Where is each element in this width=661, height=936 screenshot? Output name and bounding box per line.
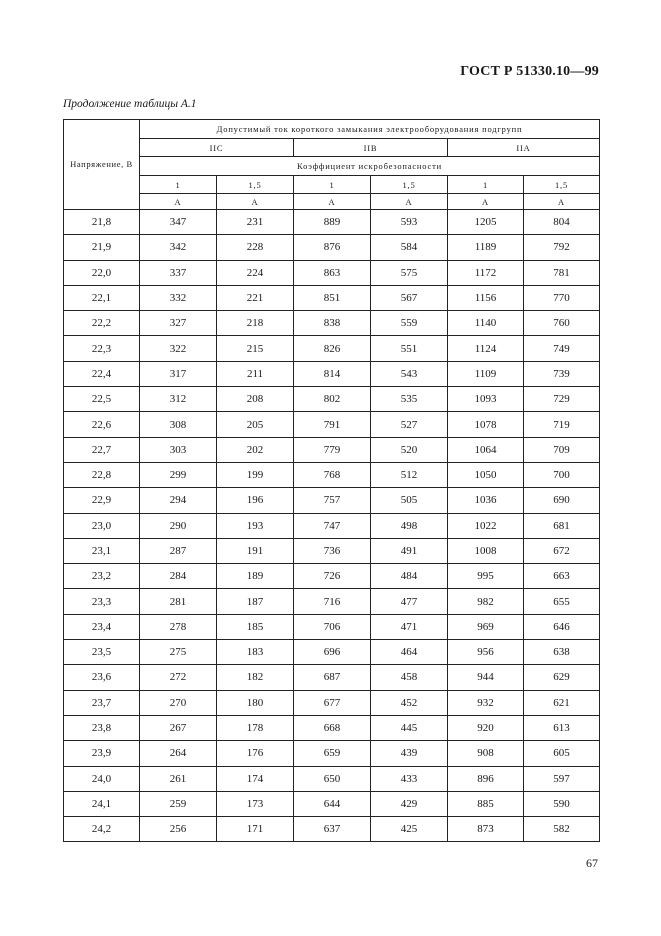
current-cell: 804	[524, 210, 600, 235]
table-row	[64, 589, 600, 614]
voltage-cell: 22,2	[64, 311, 140, 336]
current-cell: 176	[217, 741, 294, 766]
current-cell: 312	[140, 387, 217, 412]
table-row	[64, 336, 600, 361]
current-cell: 659	[294, 741, 371, 766]
current-cell: 802	[294, 387, 371, 412]
table-row	[64, 766, 600, 791]
current-cell: 187	[217, 589, 294, 614]
current-cell: 317	[140, 361, 217, 386]
current-cell: 303	[140, 437, 217, 462]
current-cell: 672	[524, 538, 600, 563]
current-cell: 1078	[448, 412, 524, 437]
current-cell: 259	[140, 791, 217, 816]
current-cell: 739	[524, 361, 600, 386]
current-cell: 629	[524, 665, 600, 690]
voltage-cell: 21,9	[64, 235, 140, 260]
current-cell: 193	[217, 513, 294, 538]
coefficient-cell: 1,5	[371, 176, 448, 194]
table-row	[64, 235, 600, 260]
table-row	[64, 285, 600, 310]
current-cell: 205	[217, 412, 294, 437]
current-cell: 567	[371, 285, 448, 310]
current-cell: 439	[371, 741, 448, 766]
voltage-cell: 24,2	[64, 817, 140, 842]
current-cell: 180	[217, 690, 294, 715]
voltage-cell: 23,0	[64, 513, 140, 538]
current-cell: 211	[217, 361, 294, 386]
current-cell: 491	[371, 538, 448, 563]
current-cell: 920	[448, 715, 524, 740]
current-cell: 294	[140, 488, 217, 513]
table-row	[64, 665, 600, 690]
current-cell: 520	[371, 437, 448, 462]
current-cell: 1189	[448, 235, 524, 260]
current-cell: 559	[371, 311, 448, 336]
unit-cell: А	[294, 194, 371, 210]
table-row	[64, 791, 600, 816]
current-cell: 716	[294, 589, 371, 614]
current-cell: 838	[294, 311, 371, 336]
table-row	[64, 260, 600, 285]
current-cell: 218	[217, 311, 294, 336]
current-cell: 995	[448, 564, 524, 589]
current-cell: 191	[217, 538, 294, 563]
current-cell: 747	[294, 513, 371, 538]
current-cell: 885	[448, 791, 524, 816]
current-cell: 1109	[448, 361, 524, 386]
voltage-cell: 23,5	[64, 640, 140, 665]
current-cell: 696	[294, 640, 371, 665]
current-cell: 171	[217, 817, 294, 842]
current-cell: 781	[524, 260, 600, 285]
current-cell: 215	[217, 336, 294, 361]
voltage-cell: 22,3	[64, 336, 140, 361]
subgroup-header-iib: IIB	[294, 139, 448, 157]
voltage-cell: 23,6	[64, 665, 140, 690]
current-cell: 709	[524, 437, 600, 462]
current-cell: 299	[140, 462, 217, 487]
group-header: Допустимый ток короткого замыкания электрооборудования подгрупп	[140, 120, 600, 139]
table-header	[64, 120, 600, 210]
subgroup-header-iic: IIC	[140, 139, 294, 157]
table-caption: Продолжение таблицы А.1	[63, 98, 197, 110]
current-cell: 199	[217, 462, 294, 487]
coefficient-header: Коэффициент искробезопасности	[140, 157, 600, 176]
current-cell: 655	[524, 589, 600, 614]
current-cell: 464	[371, 640, 448, 665]
voltage-cell: 22,6	[64, 412, 140, 437]
current-cell: 621	[524, 690, 600, 715]
voltage-cell: 22,9	[64, 488, 140, 513]
current-cell: 425	[371, 817, 448, 842]
current-cell: 605	[524, 741, 600, 766]
current-cell: 814	[294, 361, 371, 386]
current-cell: 768	[294, 462, 371, 487]
current-cell: 593	[371, 210, 448, 235]
current-cell: 650	[294, 766, 371, 791]
table-row	[64, 538, 600, 563]
current-cell: 275	[140, 640, 217, 665]
table-row	[64, 741, 600, 766]
voltage-cell: 24,0	[64, 766, 140, 791]
current-cell: 471	[371, 614, 448, 639]
current-cell: 851	[294, 285, 371, 310]
coefficient-cell: 1,5	[524, 176, 600, 194]
current-cell: 749	[524, 336, 600, 361]
current-cell: 208	[217, 387, 294, 412]
current-cell: 779	[294, 437, 371, 462]
table-row	[64, 311, 600, 336]
current-cell: 202	[217, 437, 294, 462]
voltage-cell: 21,8	[64, 210, 140, 235]
table-row	[64, 513, 600, 538]
current-cell: 760	[524, 311, 600, 336]
current-cell: 429	[371, 791, 448, 816]
voltage-cell: 22,1	[64, 285, 140, 310]
table-row	[64, 210, 600, 235]
current-cell: 792	[524, 235, 600, 260]
current-cell: 736	[294, 538, 371, 563]
current-cell: 308	[140, 412, 217, 437]
current-cell: 290	[140, 513, 217, 538]
table-body	[64, 210, 600, 842]
current-cell: 677	[294, 690, 371, 715]
current-cell: 663	[524, 564, 600, 589]
voltage-cell: 22,4	[64, 361, 140, 386]
current-cell: 1064	[448, 437, 524, 462]
current-cell: 719	[524, 412, 600, 437]
coefficient-cell: 1	[448, 176, 524, 194]
current-cell: 433	[371, 766, 448, 791]
current-cell: 174	[217, 766, 294, 791]
current-cell: 284	[140, 564, 217, 589]
current-cell: 1205	[448, 210, 524, 235]
current-cell: 228	[217, 235, 294, 260]
current-cell: 458	[371, 665, 448, 690]
table-row	[64, 387, 600, 412]
current-cell: 956	[448, 640, 524, 665]
current-cell: 287	[140, 538, 217, 563]
current-cell: 270	[140, 690, 217, 715]
current-cell: 637	[294, 817, 371, 842]
current-cell: 1140	[448, 311, 524, 336]
current-cell: 551	[371, 336, 448, 361]
voltage-cell: 22,0	[64, 260, 140, 285]
unit-cell: А	[217, 194, 294, 210]
page-number: 67	[586, 856, 598, 870]
table-row	[64, 715, 600, 740]
table-row	[64, 817, 600, 842]
current-cell: 681	[524, 513, 600, 538]
voltage-cell: 22,8	[64, 462, 140, 487]
current-cell: 932	[448, 690, 524, 715]
current-cell: 512	[371, 462, 448, 487]
unit-cell: А	[371, 194, 448, 210]
current-cell: 944	[448, 665, 524, 690]
current-cell: 597	[524, 766, 600, 791]
table-row	[64, 690, 600, 715]
current-cell: 575	[371, 260, 448, 285]
current-cell: 445	[371, 715, 448, 740]
current-cell: 690	[524, 488, 600, 513]
voltage-cell: 24,1	[64, 791, 140, 816]
current-cell: 183	[217, 640, 294, 665]
current-cell: 908	[448, 741, 524, 766]
current-cell: 826	[294, 336, 371, 361]
current-cell: 770	[524, 285, 600, 310]
table-row	[64, 361, 600, 386]
current-cell: 644	[294, 791, 371, 816]
current-cell: 178	[217, 715, 294, 740]
current-cell: 1008	[448, 538, 524, 563]
current-cell: 281	[140, 589, 217, 614]
current-cell: 706	[294, 614, 371, 639]
current-cell: 1036	[448, 488, 524, 513]
current-cell: 590	[524, 791, 600, 816]
current-cell: 342	[140, 235, 217, 260]
current-cell: 1022	[448, 513, 524, 538]
voltage-cell: 23,4	[64, 614, 140, 639]
current-cell: 791	[294, 412, 371, 437]
current-cell: 477	[371, 589, 448, 614]
current-cell: 231	[217, 210, 294, 235]
current-cell: 527	[371, 412, 448, 437]
voltage-column-header: Напряжение, В	[64, 120, 140, 210]
current-cell: 452	[371, 690, 448, 715]
current-cell: 189	[217, 564, 294, 589]
current-cell: 873	[448, 817, 524, 842]
table-row	[64, 462, 600, 487]
current-cell: 498	[371, 513, 448, 538]
current-cell: 1093	[448, 387, 524, 412]
current-cell: 1050	[448, 462, 524, 487]
document-code: ГОСТ Р 51330.10—99	[460, 64, 599, 79]
voltage-cell: 23,9	[64, 741, 140, 766]
current-cell: 613	[524, 715, 600, 740]
table-row	[64, 488, 600, 513]
current-cell: 876	[294, 235, 371, 260]
current-cell: 729	[524, 387, 600, 412]
subgroup-header-iia: IIA	[448, 139, 600, 157]
current-cell: 322	[140, 336, 217, 361]
current-table	[63, 119, 600, 842]
current-cell: 347	[140, 210, 217, 235]
current-cell: 264	[140, 741, 217, 766]
current-cell: 337	[140, 260, 217, 285]
voltage-cell: 22,7	[64, 437, 140, 462]
current-cell: 505	[371, 488, 448, 513]
table-row	[64, 614, 600, 639]
current-cell: 1156	[448, 285, 524, 310]
current-cell: 982	[448, 589, 524, 614]
current-cell: 332	[140, 285, 217, 310]
current-cell: 638	[524, 640, 600, 665]
current-cell: 889	[294, 210, 371, 235]
current-cell: 327	[140, 311, 217, 336]
current-cell: 182	[217, 665, 294, 690]
current-cell: 535	[371, 387, 448, 412]
coefficient-cell: 1	[140, 176, 217, 194]
current-cell: 969	[448, 614, 524, 639]
current-cell: 221	[217, 285, 294, 310]
current-cell: 668	[294, 715, 371, 740]
current-cell: 224	[217, 260, 294, 285]
voltage-cell: 23,2	[64, 564, 140, 589]
current-cell: 1124	[448, 336, 524, 361]
current-cell: 278	[140, 614, 217, 639]
current-cell: 863	[294, 260, 371, 285]
current-cell: 896	[448, 766, 524, 791]
current-cell: 1172	[448, 260, 524, 285]
unit-cell: А	[524, 194, 600, 210]
voltage-cell: 23,7	[64, 690, 140, 715]
unit-cell: А	[448, 194, 524, 210]
coefficient-cell: 1	[294, 176, 371, 194]
coefficient-cell: 1,5	[217, 176, 294, 194]
current-cell: 582	[524, 817, 600, 842]
current-cell: 267	[140, 715, 217, 740]
current-cell: 700	[524, 462, 600, 487]
current-cell: 726	[294, 564, 371, 589]
current-cell: 272	[140, 665, 217, 690]
current-cell: 757	[294, 488, 371, 513]
table-row	[64, 412, 600, 437]
voltage-cell: 23,3	[64, 589, 140, 614]
unit-cell: А	[140, 194, 217, 210]
current-cell: 173	[217, 791, 294, 816]
current-cell: 484	[371, 564, 448, 589]
voltage-cell: 23,1	[64, 538, 140, 563]
current-cell: 261	[140, 766, 217, 791]
table-row	[64, 640, 600, 665]
table-row	[64, 564, 600, 589]
voltage-cell: 22,5	[64, 387, 140, 412]
current-cell: 543	[371, 361, 448, 386]
current-cell: 584	[371, 235, 448, 260]
current-cell: 196	[217, 488, 294, 513]
current-cell: 646	[524, 614, 600, 639]
current-cell: 185	[217, 614, 294, 639]
current-cell: 256	[140, 817, 217, 842]
table-row	[64, 437, 600, 462]
current-cell: 687	[294, 665, 371, 690]
voltage-cell: 23,8	[64, 715, 140, 740]
